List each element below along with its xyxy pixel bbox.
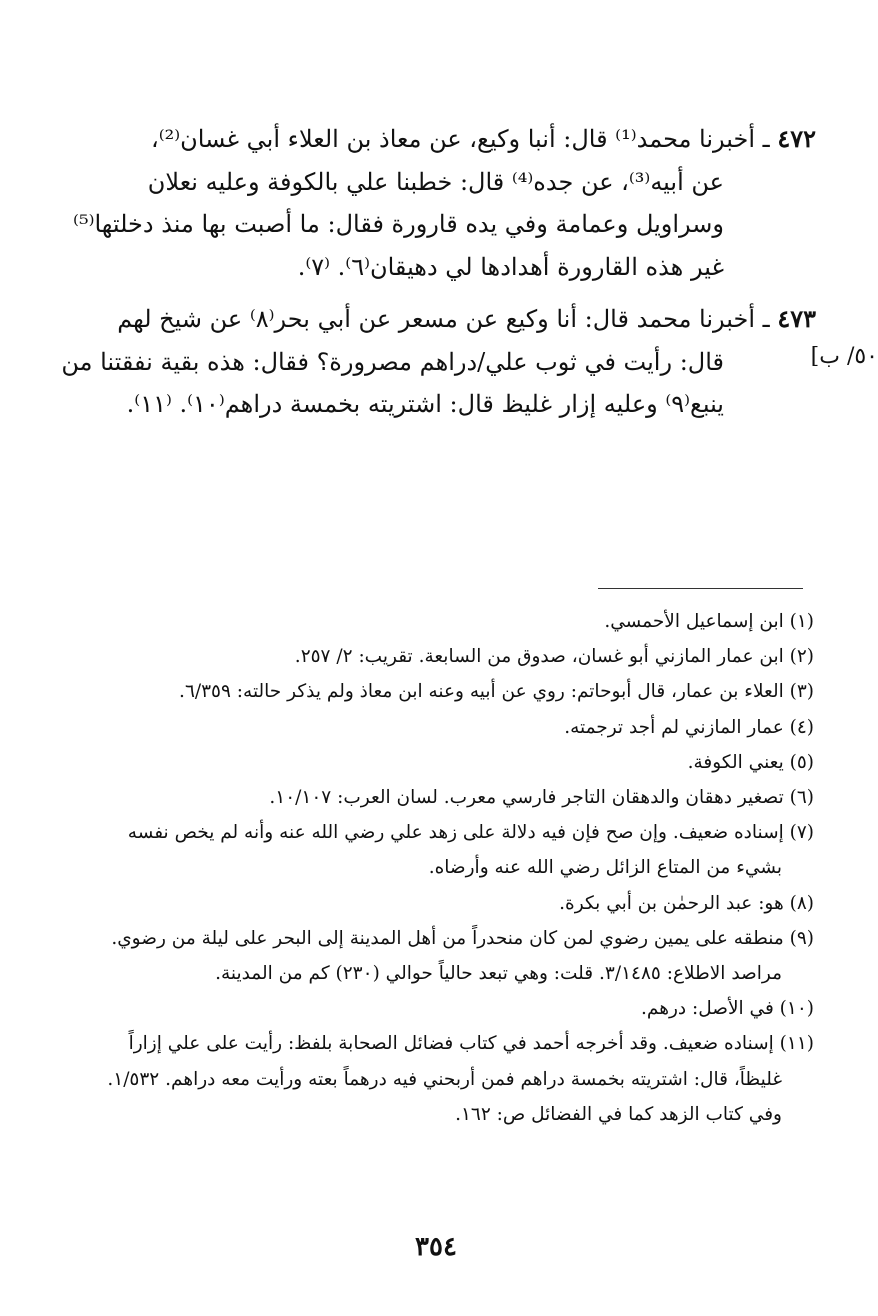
footnote-4: (٤) عمار المازني لم أجد ترجمته.	[564, 716, 814, 738]
hadith-line: غير هذه القارورة أهدادها لي دهيقان⁽٦⁾. ⁽٧⁾.	[297, 252, 724, 281]
footnote-3: (٣) العلاء بن عمار، قال أبوحاتم: روي عن أبيه وعنه ابن معاذ ولم يذكر حالته: ٦/٣٥٩.	[179, 681, 814, 703]
hadith-number: ٤٧٢	[777, 124, 816, 153]
footnote-5: (٥) يعني الكوفة.	[687, 751, 814, 773]
hadith-line: عن أبيه⁽³⁾، عن جده⁽⁴⁾ قال: خطبنا علي بالكوفة وعليه نعلان	[147, 167, 724, 196]
hadith-line: وسراويل وعمامة وفي يده قارورة فقال: ما أصبت بها منذ دخلتها⁽⁵⁾	[73, 210, 724, 238]
footnote-divider	[598, 588, 803, 589]
footnote-2: (٢) ابن عمار المازني أبو غسان، صدوق من السابعة. تقريب: ٢/ ٢٥٧.	[294, 646, 814, 668]
footnote-11: (١١) إسناده ضعيف. وقد أخرجه أحمد في كتاب فضائل الصحابة بلفظ: رأيت على علي إزاراً غليظاً، قال: اشتريته بخمسة دراهم فمن أربحني فيه درهماً بعته ورأيت معه دراهم. ١/٥٣٢. وفي كتاب الزهد كما في الفضائل ص: ١٦٢.	[107, 1033, 814, 1125]
hadith-text: ـ أخبرنا محمد قال: أنا وكيع عن مسعر عن أبي بحر⁽٨⁾ عن شيخ لهم	[117, 305, 770, 333]
footnote-1: (١) ابن إسماعيل الأحمسي.	[604, 611, 814, 632]
hadith-line: ينبع⁽٩⁾ وعليه إزار غليظ قال: اشتريته بخمسة دراهم⁽١٠⁾. ⁽١١⁾.	[126, 390, 724, 418]
hadith-line	[100, 298, 816, 341]
footnote-9: (٩) منطقه على يمين رضوي لمن كان منحدراً من أهل المدينة إلى البحر على ليلة من رضوي. مراصد الاطلاع: ٣/١٤٨٥. قلت: وهي تبعد حالياً حوالي (٢٣٠) كم من المدينة.	[111, 927, 814, 985]
footnotes	[104, 604, 814, 1132]
main-text	[61, 118, 816, 426]
footnote-7: (٧) إسناده ضعيف. وإن صح فإن فيه دلالة على زهد علي رضي الله عنه وأنه لم يخص نفسه بشيء من المتاع الزائل رضي الله عنه وأرضاه.	[127, 822, 814, 879]
manuscript-folio-marker: ٥٠/ ب]	[810, 344, 878, 369]
hadith-number: ٤٧٣	[777, 304, 816, 333]
hadith-473	[61, 298, 816, 426]
page-number: ٣٥٤	[415, 1232, 457, 1262]
hadith-472	[73, 118, 816, 288]
footnote-6: (٦) تصغير دهقان والدهقان التاجر فارسي معرب. لسان العرب: ١٠/١٠٧.	[269, 787, 814, 809]
hadith-line	[100, 118, 816, 161]
footnote-10: (١٠) في الأصل: درهم.	[641, 998, 814, 1020]
footnote-8: (٨) هو: عبد الرحمٰن بن أبي بكرة.	[559, 892, 814, 914]
hadith-line: قال: رأيت في ثوب علي/دراهم مصرورة؟ فقال: هذه بقية نفقتنا من	[61, 347, 724, 376]
hadith-text: ـ أخبرنا محمد⁽¹⁾ قال: أنبا وكيع، عن معاذ بن العلاء أبي غسان⁽²⁾،	[150, 125, 770, 153]
